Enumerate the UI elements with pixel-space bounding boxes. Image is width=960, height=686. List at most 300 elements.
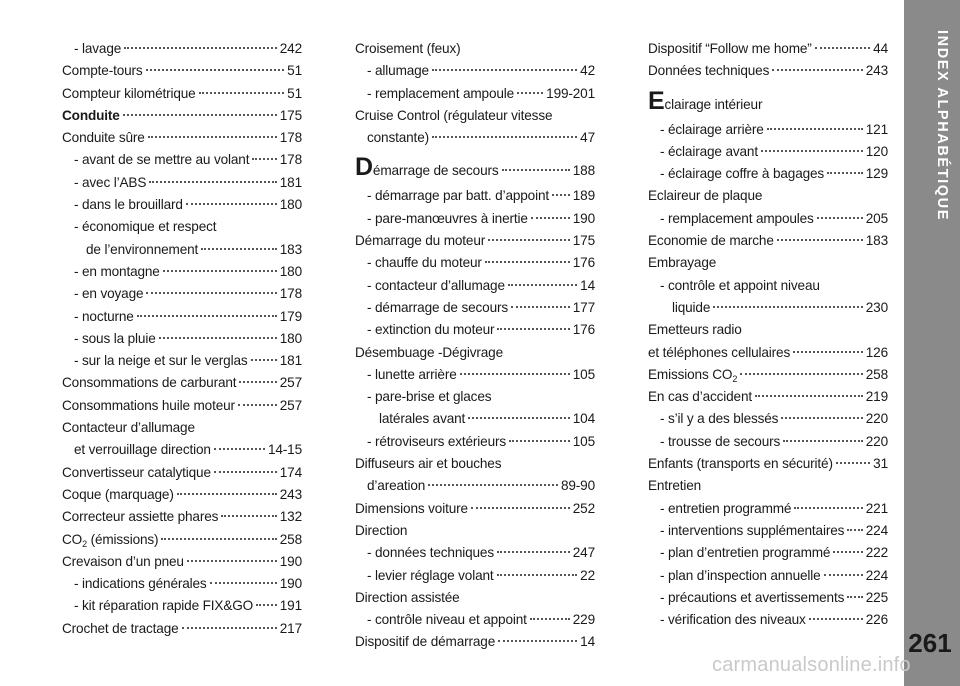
index-entry-label (648, 475, 701, 497)
index-entry-page: 51 (287, 63, 302, 79)
index-entry (62, 239, 302, 261)
index-entry-label (648, 252, 716, 274)
index-entry-label (355, 155, 499, 186)
index-entry (648, 38, 888, 60)
index-entry (355, 475, 595, 497)
section-sidebar (904, 0, 960, 686)
index-entry-label (355, 364, 457, 386)
dot-leader (713, 306, 863, 308)
index-entry (355, 127, 595, 149)
index-entry (355, 60, 595, 82)
index-entry (648, 408, 888, 430)
index-entry-page: 120 (865, 143, 888, 159)
index-entry-page: 219 (865, 389, 888, 405)
index-entry-label (648, 275, 820, 297)
index-entry (355, 386, 595, 408)
index-entry-label (355, 475, 425, 497)
index-entry (355, 319, 595, 341)
dot-leader (833, 551, 862, 553)
index-entry (355, 38, 595, 60)
dot-leader (509, 440, 570, 442)
index-entry-label (62, 618, 179, 640)
index-entry (62, 283, 302, 305)
index-entry-label (648, 86, 763, 120)
index-entry-text: - s’il y a des blessés (660, 411, 779, 427)
index-entry-label (355, 565, 494, 587)
dot-leader (485, 261, 570, 263)
index-entry (648, 431, 888, 453)
dot-leader (146, 69, 285, 71)
index-entry-label (62, 573, 207, 595)
dot-leader (471, 507, 570, 509)
dot-leader (772, 69, 863, 71)
index-entry-label (355, 631, 495, 653)
index-entry-text: Désembuage -Dégivrage (355, 344, 503, 360)
index-entry-text: - entretien programmé (660, 500, 792, 516)
index-entry-page: 258 (279, 531, 302, 547)
index-entry (355, 364, 595, 386)
index-entry-label (355, 319, 494, 341)
index-entry-page: 132 (279, 509, 302, 525)
index-entry-page: 105 (572, 366, 595, 382)
index-entry-label (355, 105, 552, 127)
index-entry-label (62, 462, 211, 484)
index-entry-page: 243 (865, 63, 888, 79)
index-entry (355, 520, 595, 542)
index-entry-page: 252 (572, 500, 595, 516)
index-entry-text: En cas d’accident (648, 389, 752, 405)
index-entry-text: d’areation (367, 478, 426, 494)
index-entry-text: Consommations de carburant (62, 375, 237, 391)
index-entry-label (355, 230, 485, 252)
index-entry-text: - éclairage arrière (660, 121, 764, 137)
index-entry-page: 190 (279, 576, 302, 592)
index-entry (648, 86, 888, 119)
dot-leader (149, 181, 277, 183)
index-entry-page: 225 (865, 589, 888, 605)
index-entry (62, 306, 302, 328)
index-entry-text: - kit réparation rapide FIX&GO (74, 598, 254, 614)
index-entry-label (648, 141, 758, 163)
index-entry-text: liquide (672, 299, 711, 315)
index-entry-page: 22 (580, 567, 595, 583)
dot-leader (809, 618, 863, 620)
index-entry-text: - sous la pluie (74, 330, 156, 346)
index-entry (355, 542, 595, 564)
dot-leader (824, 574, 863, 576)
index-entry-text: Eclaireur de plaque (648, 188, 763, 204)
index-entry-text: Cruise Control (régulateur vitesse (355, 107, 553, 123)
index-entry-text: - avec l’ABS (74, 174, 147, 190)
index-entry-label (648, 38, 812, 60)
index-entry-page: 188 (572, 163, 595, 179)
index-entry-page: 105 (572, 433, 595, 449)
index-entry-label (648, 453, 833, 475)
index-entry-text: Compteur kilométrique (62, 85, 196, 101)
index-entry-page: 205 (865, 210, 888, 226)
index-entry-text: - remplacement ampoules (660, 210, 814, 226)
dot-leader (187, 560, 277, 562)
index-entry-text: - lunette arrière (367, 366, 457, 382)
index-entry (648, 565, 888, 587)
index-entry-page: 222 (865, 545, 888, 561)
index-entry-page: 31 (873, 456, 888, 472)
dot-leader (148, 136, 277, 138)
index-entry-page: 89-90 (560, 478, 595, 494)
index-entry-label (648, 230, 774, 252)
index-entry-label (62, 60, 143, 82)
index-entry (648, 252, 888, 274)
index-entry-page: 129 (865, 166, 888, 182)
index-entry (648, 297, 888, 319)
index-entry (62, 127, 302, 149)
index-entry-text: - remplacement ampoule (367, 85, 515, 101)
index-entry-label (62, 484, 174, 506)
index-entry-label (355, 297, 508, 319)
index-entry-text: - éclairage avant (660, 143, 758, 159)
index-entry (648, 185, 888, 207)
index-entry-text: Emetteurs radio (648, 322, 742, 338)
index-entry-label (648, 185, 762, 207)
index-entry-label (355, 60, 429, 82)
dot-leader (488, 239, 570, 241)
index-column-2 (355, 38, 595, 654)
dot-leader (498, 640, 577, 642)
index-entry-text: - contacteur d’allumage (367, 277, 505, 293)
dot-leader (497, 551, 570, 553)
index-entry (62, 462, 302, 484)
index-entry-page: 217 (279, 620, 302, 636)
index-entry-text: émarrage de secours (372, 163, 499, 179)
index-entry-label (355, 127, 429, 149)
index-entry-label (355, 83, 514, 105)
index-entry (62, 484, 302, 506)
index-entry-label (62, 83, 196, 105)
index-entry-text: - indications générales (74, 576, 207, 592)
dot-leader (123, 114, 277, 116)
index-entry-label (648, 520, 844, 542)
dot-leader (186, 203, 277, 205)
index-entry (62, 529, 302, 551)
index-entry-text: et téléphones cellulaires (648, 344, 791, 360)
index-entry-page: 177 (572, 299, 595, 315)
index-entry-page: 180 (279, 263, 302, 279)
index-entry-page: 126 (865, 344, 888, 360)
index-entry (648, 163, 888, 185)
index-entry-label (62, 551, 184, 573)
index-entry (355, 252, 595, 274)
dot-leader (511, 306, 570, 308)
index-entry-page: 14 (580, 277, 595, 293)
index-entry-page: 258 (865, 366, 888, 382)
index-entry-label (62, 172, 146, 194)
index-entry-text: Emissions CO (648, 366, 733, 382)
dot-leader (252, 158, 276, 160)
index-entry-label (648, 386, 752, 408)
dot-leader (508, 284, 577, 286)
index-entry-page: 121 (865, 121, 888, 137)
index-entry-label (648, 431, 780, 453)
dot-leader (847, 529, 863, 531)
index-entry-text: Enfants (transports en sécurité) (648, 456, 833, 472)
index-entry-page: 220 (865, 411, 888, 427)
index-entry (62, 60, 302, 82)
index-entry-label (355, 208, 528, 230)
dot-leader (468, 417, 570, 419)
index-entry-text: - en voyage (74, 286, 144, 302)
index-entry-page: 257 (279, 397, 302, 413)
index-entry-label (62, 439, 211, 461)
index-entry (648, 475, 888, 497)
dot-leader (781, 417, 862, 419)
index-entry (648, 498, 888, 520)
dot-leader (740, 373, 863, 375)
index-entry-page: 176 (572, 255, 595, 271)
index-entry (355, 155, 595, 185)
index-entry-label (355, 498, 468, 520)
index-entry (62, 439, 302, 461)
index-entry-label (355, 252, 482, 274)
index-entry-label (648, 297, 710, 319)
index-entry-page: 221 (865, 500, 888, 516)
index-entry (62, 105, 302, 127)
index-entry-text: - levier réglage volant (367, 567, 494, 583)
index-entry-text: - trousse de secours (660, 433, 781, 449)
dot-leader (432, 69, 577, 71)
dot-leader (124, 47, 277, 49)
index-entry-text: Croisement (feux) (355, 41, 461, 56)
index-entry-page: 229 (572, 612, 595, 628)
index-entry-text: Démarrage du moteur (355, 233, 486, 249)
index-entry (62, 573, 302, 595)
index-entry-page: 179 (279, 308, 302, 324)
dot-leader (497, 574, 578, 576)
index-entry-text: - pare-brise et glaces (367, 389, 492, 405)
index-entry-text: Compte-tours (62, 63, 143, 79)
subscript: 2 (82, 538, 87, 549)
dot-leader (530, 618, 570, 620)
index-entry-label (62, 395, 235, 417)
page-number: 261 (908, 628, 952, 658)
index-entry-label (62, 372, 236, 394)
index-entry (62, 395, 302, 417)
dot-leader (783, 440, 863, 442)
drop-cap-letter: E (648, 86, 665, 115)
index-entry-text: constante) (367, 130, 429, 146)
index-entry-label (62, 127, 145, 149)
index-entry (648, 587, 888, 609)
index-entry-text: Direction (355, 522, 408, 538)
index-entry-page: 257 (279, 375, 302, 391)
dot-leader (847, 596, 863, 598)
index-entry-label (355, 38, 460, 60)
index-entry-label (355, 453, 501, 475)
dot-leader (199, 92, 285, 94)
dot-leader (767, 128, 863, 130)
index-entry-label (62, 105, 120, 127)
index-entry-text: Conduite sûre (62, 130, 145, 146)
index-entry (62, 149, 302, 171)
index-entry-label (648, 319, 742, 341)
index-entry (62, 172, 302, 194)
index-entry (648, 208, 888, 230)
index-entry-page: 183 (865, 233, 888, 249)
dot-leader (221, 515, 276, 517)
index-entry-text: - extinction du moteur (367, 322, 495, 338)
dot-leader (793, 351, 863, 353)
dot-leader (552, 194, 570, 196)
subscript: 2 (732, 373, 738, 384)
index-entry-page: 180 (279, 197, 302, 213)
index-entry (62, 618, 302, 640)
index-entry (648, 119, 888, 141)
index-entry-text: - économique et respect (74, 219, 217, 235)
index-entry-label (648, 587, 844, 609)
index-entry (648, 609, 888, 631)
index-entry-page: 190 (279, 553, 302, 569)
index-entry-page: 230 (865, 299, 888, 315)
index-entry-text: Convertisseur catalytique (62, 464, 211, 480)
index-entry (62, 372, 302, 394)
index-entry-label (62, 306, 134, 328)
index-entry (648, 542, 888, 564)
index-entry (648, 141, 888, 163)
index-entry-text: - sur la neige et sur le verglas (74, 353, 248, 369)
index-entry-text: Dispositif “Follow me home” (648, 41, 812, 56)
index-entry-page: 47 (580, 130, 595, 146)
watermark-text: carmanualsonline.info (712, 654, 911, 676)
index-entry-page: 175 (279, 107, 302, 123)
dot-leader (251, 359, 277, 361)
index-entry-page: 189 (572, 188, 595, 204)
index-entry-text: - plan d’inspection annuelle (660, 567, 821, 583)
dot-leader (460, 373, 570, 375)
index-entry-label (355, 275, 505, 297)
index-column-1 (62, 38, 302, 640)
dot-leader (163, 270, 277, 272)
index-entry (355, 105, 595, 127)
sidebar-title: INDEX ALPHABÉTIQUE (934, 30, 950, 221)
index-entry-label (62, 417, 195, 439)
index-entry-label (355, 431, 506, 453)
index-entry (62, 194, 302, 216)
index-entry (355, 498, 595, 520)
index-entry-text: - nocturne (74, 308, 134, 324)
index-entry-label (648, 60, 769, 82)
index-entry-text: - contrôle niveau et appoint (367, 612, 527, 628)
index-entry-label (648, 342, 790, 364)
index-entry (648, 386, 888, 408)
index-entry-text: Diffuseurs air et bouches (355, 456, 502, 472)
index-entry-text: Coque (marquage) (62, 486, 174, 502)
index-entry-label (648, 163, 824, 185)
index-entry (355, 408, 595, 430)
dot-leader (517, 92, 543, 94)
index-entry (355, 230, 595, 252)
index-entry-text: CO (62, 531, 83, 547)
index-entry-page: 176 (572, 322, 595, 338)
index-entry-label (648, 565, 821, 587)
index-entry-label (648, 408, 778, 430)
index-entry (62, 83, 302, 105)
index-entry-text: de l’environnement (86, 241, 199, 257)
index-entry (355, 185, 595, 207)
index-entry-page: 181 (279, 174, 302, 190)
dot-leader (777, 239, 863, 241)
dot-leader (531, 217, 570, 219)
index-entry-text-suffix: (émissions) (86, 531, 159, 547)
dot-leader (817, 217, 863, 219)
index-entry-text: Direction assistée (355, 589, 460, 605)
dot-leader (238, 404, 277, 406)
index-entry-page: 178 (279, 130, 302, 146)
index-entry-text: Données techniques (648, 63, 770, 79)
index-entry-text: - rétroviseurs extérieurs (367, 433, 507, 449)
dot-leader (177, 493, 277, 495)
index-entry-label (62, 38, 121, 60)
index-entry-label (62, 239, 198, 261)
index-column-3 (648, 38, 888, 631)
index-entry-label (355, 185, 549, 207)
index-entry (62, 216, 302, 238)
index-entry-page: 42 (580, 63, 595, 79)
index-entry-text: - plan d’entretien programmé (660, 545, 831, 561)
index-entry-text: - démarrage de secours (367, 299, 509, 315)
index-entry-label (62, 595, 253, 617)
index-entry-text: - avant de se mettre au volant (74, 152, 250, 168)
dot-leader (201, 248, 277, 250)
index-entry-label (648, 609, 806, 631)
index-entry (62, 551, 302, 573)
index-entry-page: 242 (279, 41, 302, 56)
index-entry-label (62, 283, 143, 305)
index-entry-text: Embrayage (648, 255, 717, 271)
index-entry-text: Economie de marche (648, 233, 774, 249)
dot-leader (836, 462, 870, 464)
index-entry-label (62, 149, 249, 171)
dot-leader (214, 471, 277, 473)
index-entry-page: 183 (279, 241, 302, 257)
dot-leader (256, 604, 277, 606)
index-entry (62, 506, 302, 528)
index-entry-page: 51 (287, 85, 302, 101)
index-entry (648, 275, 888, 297)
index-entry-label (62, 506, 218, 528)
dot-leader (159, 337, 277, 339)
index-entry-page: 104 (572, 411, 595, 427)
index-entry-text: Dispositif de démarrage (355, 634, 496, 650)
index-entry-label (355, 587, 460, 609)
index-entry-page: 243 (279, 486, 302, 502)
index-entry (62, 595, 302, 617)
index-entry-label (355, 342, 503, 364)
dot-leader (432, 136, 577, 138)
index-entry-page: 14-15 (267, 442, 302, 458)
index-entry (355, 631, 595, 653)
index-entry-page: 44 (873, 41, 888, 56)
index-entry (355, 565, 595, 587)
index-entry (62, 261, 302, 283)
index-entry-text: - contrôle et appoint niveau (660, 277, 820, 293)
index-entry (648, 60, 888, 82)
index-entry-page: 178 (279, 286, 302, 302)
index-entry (62, 328, 302, 350)
drop-cap-letter: D (355, 153, 373, 182)
index-entry-text: - dans le brouillard (74, 197, 183, 213)
index-entry-label (355, 386, 491, 408)
index-entry-page: 180 (279, 330, 302, 346)
index-entry-label (648, 498, 791, 520)
